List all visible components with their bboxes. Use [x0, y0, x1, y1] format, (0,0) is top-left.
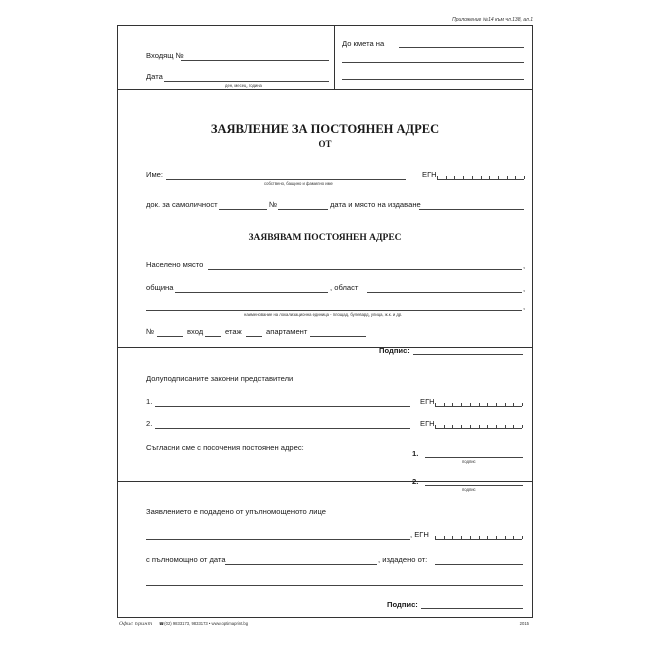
egn-label-rep2: ЕГН — [420, 419, 435, 428]
divider-top — [117, 89, 533, 90]
consent-sign1-field[interactable] — [425, 457, 523, 458]
name-label: Име: — [146, 170, 164, 179]
consent-sign2-hint: подпис — [462, 487, 476, 492]
application-form — [117, 14, 533, 627]
rep2-label: 2. — [146, 419, 153, 428]
power-of-attorney-date-field[interactable] — [225, 564, 377, 565]
consent-sign2-field[interactable] — [425, 485, 523, 486]
declare-heading: ЗАЯВЯВАМ ПОСТОЯНЕН АДРЕС — [248, 233, 402, 243]
proxy-name-field[interactable] — [146, 539, 410, 540]
entrance-field[interactable] — [205, 336, 221, 337]
header-note: Приложение №14 към чл.138, ал.1 — [452, 17, 533, 23]
form-title: ЗАЯВЛЕНИЕ ЗА ПОСТОЯНЕН АДРЕС — [210, 122, 440, 136]
power-of-attorney-label: с пълномощно от дата — [146, 555, 226, 564]
municipality-field[interactable] — [175, 292, 328, 293]
region-label: , област — [330, 283, 359, 292]
id-no-field[interactable] — [278, 209, 328, 210]
id-doc-field[interactable] — [219, 209, 267, 210]
region-comma: , — [523, 284, 526, 293]
proxy-egn-field[interactable] — [435, 536, 522, 540]
form-title-from: ОТ — [318, 139, 332, 149]
proxy-egn-label: , ЕГН — [410, 530, 429, 539]
egn-field-applicant[interactable] — [437, 176, 524, 180]
incoming-field[interactable] — [181, 60, 329, 61]
egn-field-rep2[interactable] — [435, 425, 522, 429]
signature-label-applicant: Подпис: — [379, 346, 410, 355]
consent-label: Съгласни сме с посочения постоянен адрес: — [146, 443, 304, 452]
printer-logo: Офис принт — [119, 621, 153, 627]
to-mayor-field-1[interactable] — [399, 47, 524, 48]
rep1-label: 1. — [146, 397, 153, 406]
rep2-field[interactable] — [155, 428, 410, 429]
date-hint: ден, месец, година — [225, 83, 262, 88]
date-label: Дата — [146, 72, 163, 81]
name-field[interactable] — [166, 179, 406, 180]
egn-label-applicant: ЕГН — [422, 170, 437, 179]
rep1-field[interactable] — [155, 406, 410, 407]
incoming-label: Входящ № — [146, 51, 184, 60]
floor-field[interactable] — [246, 336, 262, 337]
divider-proxy — [117, 481, 533, 482]
settlement-label: Населено място — [146, 260, 204, 269]
to-mayor-label: До кмета на — [342, 39, 385, 48]
issued-by-field[interactable] — [435, 564, 523, 565]
street-hint: наименование на локализационна единица - площад, булевард, улица, ж.к. и др. — [244, 312, 403, 317]
date-field[interactable] — [164, 81, 329, 82]
entrance-label: вход — [187, 327, 204, 336]
form-code: 2015 — [519, 621, 529, 626]
to-mayor-field-3[interactable] — [342, 79, 524, 80]
egn-field-rep1[interactable] — [435, 403, 522, 407]
proxy-extra-field[interactable] — [146, 585, 523, 586]
address-no-label: № — [146, 327, 155, 336]
signature-field-applicant[interactable] — [413, 354, 523, 355]
id-doc-label: док. за самоличност — [146, 200, 218, 209]
egn-label-rep1: ЕГН — [420, 397, 435, 406]
consent-sign2-label: 2. — [412, 477, 419, 486]
apartment-field[interactable] — [310, 336, 366, 337]
proxy-submitted-label: Заявлението е подадено от упълномощеното лице — [146, 507, 327, 516]
issue-field[interactable] — [419, 209, 524, 210]
apartment-label: апартамент — [266, 327, 308, 336]
name-hint: собствено, бащино и фамилно име — [264, 181, 333, 186]
issue-label: дата и място на издаване — [330, 200, 421, 209]
consent-sign1-label: 1. — [412, 449, 419, 458]
street-comma: , — [523, 302, 526, 311]
divider-vertical — [334, 25, 335, 89]
address-no-field[interactable] — [157, 336, 183, 337]
issued-by-label: , издадено от: — [378, 555, 428, 564]
printer-contacts: ☎(02) 9833173, 9833173 • www.optimaprint.bg — [159, 621, 249, 626]
floor-label: етаж — [225, 327, 242, 336]
id-no-label: № — [269, 200, 278, 209]
consent-sign1-hint: подпис — [462, 459, 476, 464]
settlement-field[interactable] — [208, 269, 522, 270]
municipality-label: община — [146, 283, 174, 292]
region-field[interactable] — [367, 292, 522, 293]
settlement-comma: , — [523, 261, 526, 270]
representatives-heading: Долуподписаните законни представители — [146, 374, 294, 383]
signature-field-proxy[interactable] — [421, 608, 523, 609]
to-mayor-field-2[interactable] — [342, 62, 524, 63]
signature-label-proxy: Подпис: — [387, 600, 418, 609]
divider-representatives — [117, 347, 533, 348]
form-frame — [117, 25, 533, 618]
street-field[interactable] — [146, 310, 522, 311]
